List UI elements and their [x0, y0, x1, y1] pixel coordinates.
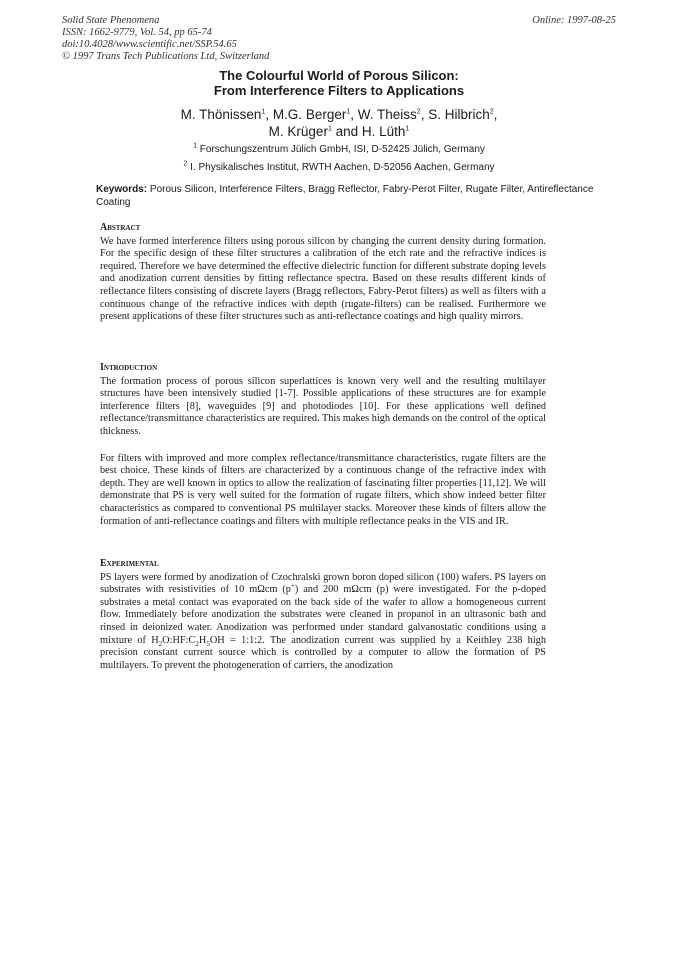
author-name: , S. Hilbrich [420, 107, 490, 122]
affiliation-marker: 1 [327, 125, 332, 133]
author-separator: , [493, 107, 498, 122]
author-name: M. Krüger [268, 124, 328, 139]
issn-line: ISSN: 1662-9779, Vol. 54, pp 65-74 [62, 27, 212, 38]
introduction-section [100, 362, 546, 528]
author-name: and H. Lüth [331, 124, 406, 139]
affiliation-2 [0, 162, 678, 173]
journal-name: Solid State Phenomena [62, 15, 160, 26]
affiliation-marker: 2 [416, 108, 421, 116]
online-date: Online: 1997-08-25 [532, 15, 616, 26]
affiliation-text: I. Physikalisches Institut, RWTH Aachen, D-52056 Aachen, Germany [187, 162, 495, 173]
experimental-heading: Experimental [100, 558, 159, 569]
doi-line: doi:10.4028/www.scientific.net/SSP.54.65 [62, 39, 237, 50]
author-name: , W. Theiss [350, 107, 417, 122]
title-line-2: From Interference Filters to Applications [213, 83, 465, 98]
author-list [0, 106, 678, 140]
affiliation-marker: 1 [405, 125, 410, 133]
abstract-text: We have formed interference filters using porous silicon by changing the current density during formation. For the specific design of these filter structures a calibration of the etch rate and the refractive indices is required. Therefore we have determined the effective dielectric function for different substrate doping levels and anodization current densities by fitting reflectance spectra. Based on these results different kinds of reflectance filters consisting of discrete layers (Bragg reflectors, Fabry-Perot filters) as well as filters with a continuous change of the refractive indices with depth (rugate-filters) can be realised. Furthermore we present applications of these filter structures such as anti-reflectance coatings and high quality mirrors. [100, 235, 547, 323]
keywords [96, 184, 596, 209]
introduction-paragraph-2: For filters with improved and more complex reflectance/transmittance characteristics, rugate filters are the best choice. These kinds of filters are characterized by a continuous change of the refractive index with depth. They are well known in optics to allow the realization of fascinating filter properties [11,12]. We will demonstrate that PS is very well suited for the formation of rugate filters, which show indeed better filter characteristics as compared to conventional PS multilayer stacks. Moreover these kinds of filters allow the formation of anti-reflectance coatings and filters with multiple reflectance peaks in the VIS and IR. [100, 452, 546, 527]
affiliation-1 [0, 144, 678, 155]
paper-title [0, 68, 678, 98]
author-name: M. Thönissen [180, 107, 262, 122]
affiliation-number: 1 [193, 142, 197, 150]
affiliation-text: Forschungszentrum Jülich GmbH, ISI, D-52425 Jülich, Germany [197, 144, 485, 155]
keywords-text: Porous Silicon, Interference Filters, Bragg Reflector, Fabry-Perot Filter, Rugate Filter, Antireflectance Coating [96, 184, 594, 208]
abstract-section [100, 222, 546, 324]
journal-info [62, 15, 269, 63]
title-line-1: The Colourful World of Porous Silicon: [219, 68, 459, 83]
abstract-heading: Abstract [100, 222, 141, 233]
affiliation-marker: 2 [489, 108, 494, 116]
affiliation-marker: 1 [346, 108, 351, 116]
affiliation-number: 2 [183, 160, 188, 168]
copyright-line: © 1997 Trans Tech Publications Ltd, Switzerland [62, 51, 270, 62]
introduction-heading: Introduction [100, 362, 158, 373]
experimental-paragraph: PS layers were formed by anodization of Czochralski grown boron doped silicon (100) wafers. PS layers on substrates with resistivities of 10 mΩcm (p+) and 200 mΩcm (p) were investigated. For the p-doped substrates a metal contact was evaporated on the back side of the wafer to allow a homogeneous current flow. Immediately before anodization the substrates were cleaned in propanol in an ultrasonic bath and rinsed in deionized water. Anodization was performed under standard galvanostatic conditions using a mixture of $H_2O:HF:C_2H_5OH$ = 1:1:2. The anodization current was supplied by a Keithley 238 high precision constant current source which is controlled by a computer to allow the formation of PS multilayers. To prevent the photogeneration of carriers, the anodization [100, 571, 546, 671]
affiliation-marker: 1 [261, 108, 266, 116]
experimental-section [100, 558, 546, 672]
author-name: , M.G. Berger [265, 107, 347, 122]
keywords-label: Keywords: [96, 184, 148, 195]
author-line-2 [0, 123, 678, 140]
author-line-1 [0, 106, 678, 123]
introduction-paragraph-1: The formation process of porous silicon superlattices is known very well and the resulting multilayer structures have been intensively studied [1-7]. Possible applications of these structures are for example interference filters [8], waveguides [9] and photodiodes [10]. For these applications well defined reflectance/transmittance characteristics are required. This makes high demands on the control of the optical thickness. [100, 375, 546, 437]
